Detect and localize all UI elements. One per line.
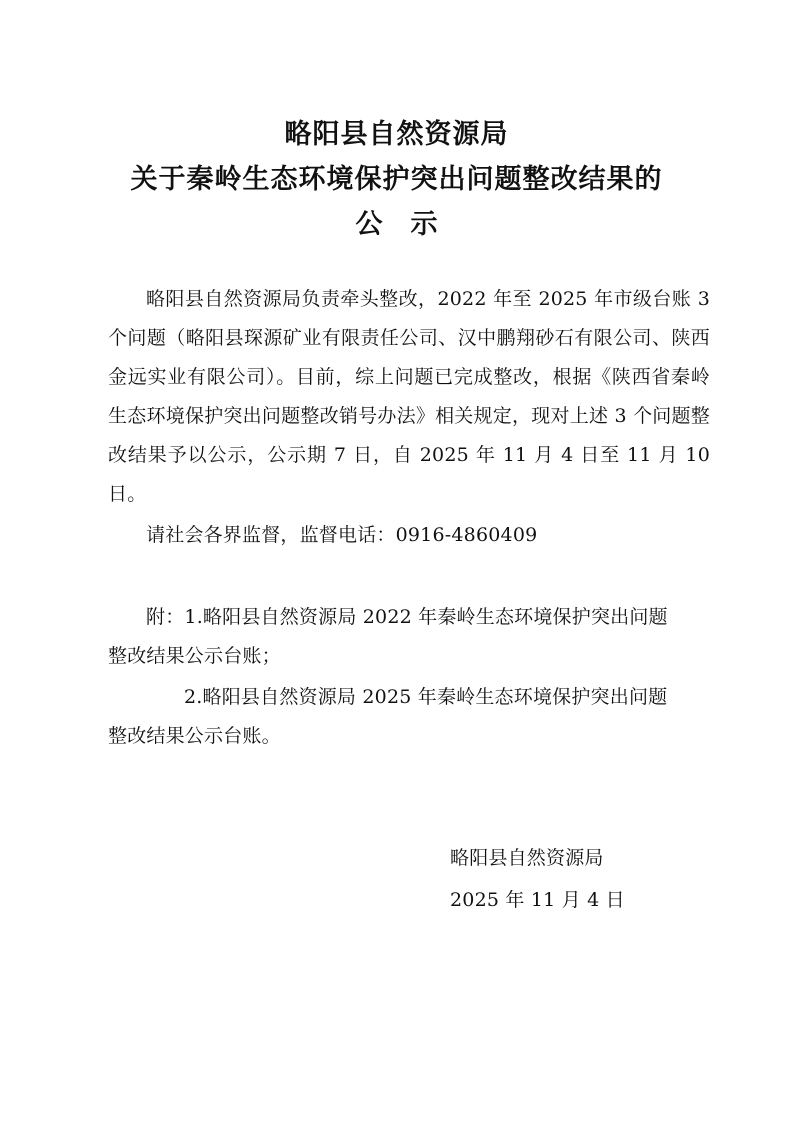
attachment-1-line-1: 附：1.略阳县自然资源局 2022 年秦岭生态环境保护突出问题 bbox=[146, 606, 668, 628]
body-paragraph-1: 略阳县自然资源局负责牵头整改，2022 年至 2025 年市级台账 3 个问题（略阳县琛源矿业有限责任公司、汉中鹏翔砂石有限公司、陕西金远实业有限公司）。目前，综上问题已完成整改，根据《陕西省秦岭生态环境保护突出问题整改销号办法》相关规定，现对上述 3 个问题整改结果予以公示，公示期 7 日，自 2025 年 11 月 4 日至 11 月 10 日。 bbox=[108, 288, 710, 505]
signature-organization: 略阳县自然资源局 bbox=[450, 847, 604, 869]
body-paragraph-2: 请社会各界监督，监督电话：0916-4860409 bbox=[146, 524, 538, 546]
attachment-1-line-2: 整改结果公示台账； bbox=[108, 645, 281, 667]
attachment-2-line-2: 整改结果公示台账。 bbox=[108, 725, 281, 747]
title-line-3: 公示 bbox=[355, 209, 466, 240]
attachment-2-line-1: 2.略阳县自然资源局 2025 年秦岭生态环境保护突出问题 bbox=[184, 686, 668, 708]
title-line-1: 略阳县自然资源局 bbox=[284, 119, 509, 150]
title-line-2: 关于秦岭生态环境保护突出问题整改结果的 bbox=[130, 164, 663, 195]
signature-date: 2025 年 11 月 4 日 bbox=[450, 889, 625, 911]
